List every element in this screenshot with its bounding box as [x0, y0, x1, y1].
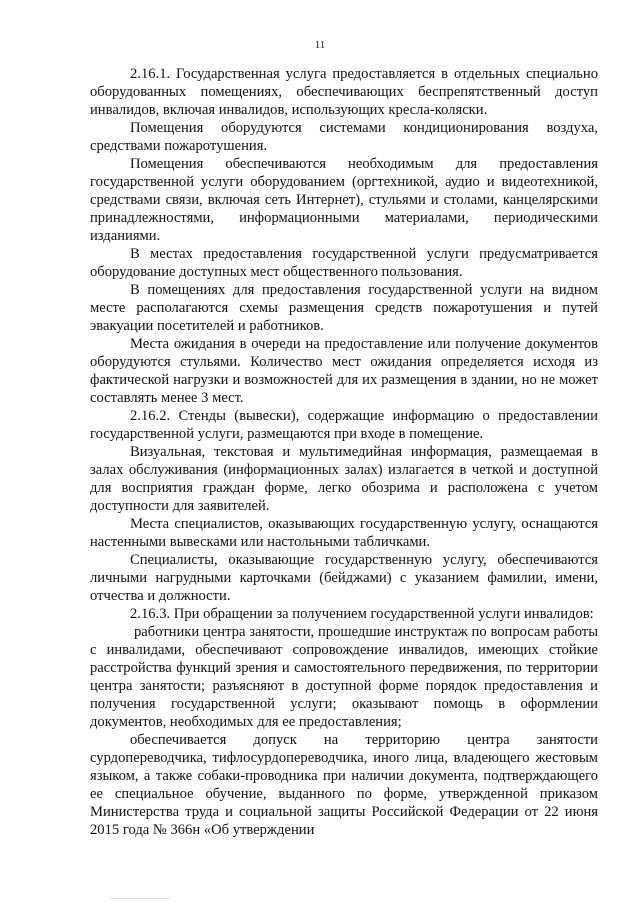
- paragraph-2-16-3: 2.16.3. При обращении за получением государственной услуги инвалидов:: [130, 606, 594, 622]
- paragraph-specialist-places: Места специалистов, оказывающих государственную услугу, оснащаются настенными вывесками или настольными табличками.: [90, 516, 598, 550]
- paragraph-2-16-1: 2.16.1. Государственная услуга предоставляется в отдельных специально оборудованных помещениях, обеспечивающих беспрепятственный доступ инвалидов, включая инвалидов, использующих кресла-коляски.: [90, 66, 598, 118]
- paragraph-evacuation-schemes: В помещениях для предоставления государственной услуги на видном месте располагаются схемы размещения средств пожаротушения и путей эвакуации посетителей и работников.: [90, 282, 598, 334]
- paragraph-badges: Специалисты, оказывающие государственную услугу, обеспечиваются личными нагрудными карточками (бейджами) с указанием фамилии, имени, отчества и должности.: [90, 552, 598, 604]
- paragraph-2-16-2: 2.16.2. Стенды (вывески), содержащие информацию о предоставлении государственной услуги, размещаются при входе в помещение.: [90, 408, 598, 442]
- paragraph-waiting-places: Места ожидания в очереди на предоставление или получение документов оборудуются стульями. Количество мест ожидания определяется исходя из фактической нагрузки и возможностей для их размещения в здании, но не может составлять менее 3 мест.: [90, 336, 598, 406]
- page-number: 11: [314, 39, 326, 51]
- paragraph-public-places: В местах предоставления государственной услуги предусматривается оборудование доступных мест общественного пользования.: [90, 246, 598, 280]
- document-body: [90, 65, 598, 839]
- paragraph-admission: обеспечивается допуск на территорию центра занятости сурдопереводчика, тифлосурдопереводчика, иного лица, владеющего жестовым языком, а также собаки-проводника при наличии документа, подтверждающего ее специальное обучение, выданного по форме, утвержденной приказом Министерства труда и социальной защиты Российской Федерации от 22 июня 2015 года № 366н «Об утверждении: [90, 732, 598, 838]
- paragraph-air-conditioning: Помещения оборудуются системами кондиционирования воздуха, средствами пожаротушения.: [90, 120, 598, 154]
- scan-artifact: [110, 898, 170, 899]
- paragraph-equipment: Помещения обеспечиваются необходимым для предоставления государственной услуги оборудованием (оргтехникой, аудио и видеотехникой, средствами связи, включая сеть Интернет), стульями и столами, канцелярскими принадлежностями, информационными материалами, периодическими изданиями.: [90, 156, 598, 244]
- paragraph-staff-assistance: работники центра занятости, прошедшие инструктаж по вопросам работы с инвалидами, обеспечивают сопровождение инвалидов, имеющих стойкие расстройства функций зрения и самостоятельного передвижения, по территории центра занятости; разъясняют в доступной форме порядок предоставления и получения государственной услуги; оказывают помощь в оформлении документов, необходимых для ее предоставления;: [90, 624, 598, 730]
- paragraph-visual-information: Визуальная, текстовая и мультимедийная информация, размещаемая в залах обслуживания (информационных залах) излагается в четкой и доступной для восприятия граждан форме, легко обозрима и расположена с учетом доступности для заявителей.: [90, 444, 598, 514]
